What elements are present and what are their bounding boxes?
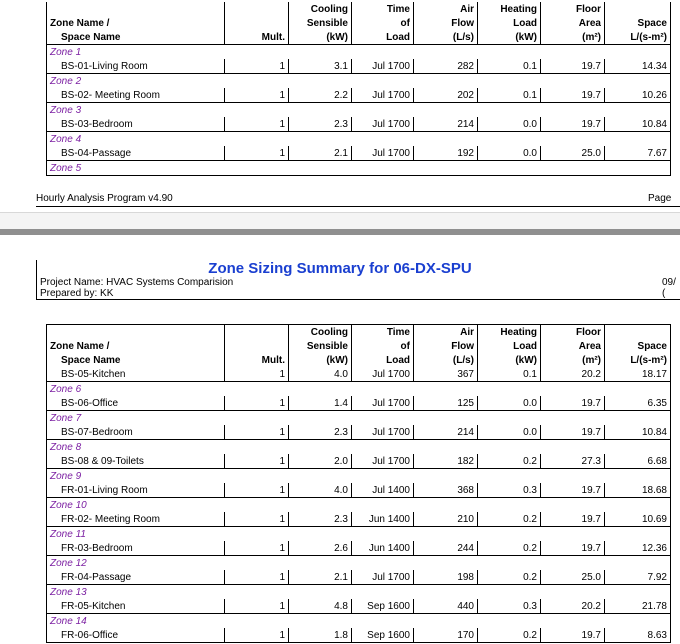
- cell-heating: 0.2: [478, 512, 541, 527]
- header2-time-1: Time: [352, 325, 414, 340]
- report-page-1: [0, 0, 680, 212]
- zone-header-row: [47, 74, 671, 89]
- cell-ratio: 21.78: [605, 599, 671, 614]
- cell-mult: 1: [225, 454, 289, 469]
- header-airflow-3: (L/s): [414, 30, 478, 45]
- cell-cooling: 1.4: [289, 396, 352, 411]
- cell-floor: 19.7: [541, 59, 605, 74]
- space-row: [47, 628, 671, 643]
- cell-floor: 19.7: [541, 117, 605, 132]
- cell-heating: 0.0: [478, 117, 541, 132]
- cell-heating: 0.2: [478, 628, 541, 643]
- cell-space: BS-07-Bedroom: [47, 425, 225, 440]
- space-row: [47, 512, 671, 527]
- space-row: [47, 541, 671, 556]
- cell-heating: 0.3: [478, 483, 541, 498]
- cell-time: Jul 1700: [352, 146, 414, 161]
- header2-heating-1: Heating: [478, 325, 541, 340]
- cell-space: FR-05-Kitchen: [47, 599, 225, 614]
- cell-mult: 1: [225, 59, 289, 74]
- header-time-1: Time: [352, 2, 414, 16]
- cell-airflow: 192: [414, 146, 478, 161]
- footer-page-label: Page: [648, 193, 672, 204]
- cell-space: BS-06-Office: [47, 396, 225, 411]
- cell-heating: 0.3: [478, 599, 541, 614]
- zone-name: Zone 7: [47, 411, 225, 426]
- cell-mult: 1: [225, 146, 289, 161]
- zone-name: Zone 3: [47, 103, 225, 118]
- cell-airflow: 202: [414, 88, 478, 103]
- cell-space: FR-04-Passage: [47, 570, 225, 585]
- header-rule: [36, 299, 680, 300]
- header2-airflow-2: Flow: [414, 339, 478, 353]
- cell-time: Jul 1700: [352, 396, 414, 411]
- cell-space: FR-02- Meeting Room: [47, 512, 225, 527]
- zone-header-row: [47, 132, 671, 147]
- cell-airflow: 244: [414, 541, 478, 556]
- cell-heating: 0.2: [478, 541, 541, 556]
- report-title: Zone Sizing Summary for 06-DX-SPU: [208, 260, 472, 277]
- cell-cooling: 2.0: [289, 454, 352, 469]
- header-name-col: [47, 2, 225, 16]
- header2-mult: Mult.: [225, 353, 289, 367]
- cell-cooling: 4.8: [289, 599, 352, 614]
- cell-mult: 1: [225, 396, 289, 411]
- cell-floor: 19.7: [541, 425, 605, 440]
- cell-time: Jul 1400: [352, 483, 414, 498]
- cell-airflow: 182: [414, 454, 478, 469]
- cell-heating: 0.0: [478, 396, 541, 411]
- header2-cooling-1: Cooling: [289, 325, 352, 340]
- header-time-2: of: [352, 16, 414, 30]
- header-mult: Mult.: [225, 30, 289, 45]
- header-airflow-1: Air: [414, 2, 478, 16]
- zone-header-row: [47, 161, 671, 176]
- cell-ratio: 8.63: [605, 628, 671, 643]
- zone-header-row: [47, 527, 671, 542]
- cell-ratio: 10.84: [605, 425, 671, 440]
- header2-cooling-2: Sensible: [289, 339, 352, 353]
- cell-airflow: 367: [414, 367, 478, 382]
- cell-time: Sep 1600: [352, 599, 414, 614]
- cell-ratio: 6.68: [605, 454, 671, 469]
- cell-cooling: 3.1: [289, 59, 352, 74]
- cell-airflow: 214: [414, 425, 478, 440]
- zone-name: Zone 9: [47, 469, 225, 484]
- header-cooling-3: (kW): [289, 30, 352, 45]
- zone-header-row: [47, 585, 671, 600]
- header-space-empty: [605, 2, 671, 16]
- cell-mult: 1: [225, 367, 289, 382]
- zone-name: Zone 5: [47, 161, 225, 176]
- cell-mult: 1: [225, 88, 289, 103]
- space-row: [47, 454, 671, 469]
- cell-floor: 20.2: [541, 367, 605, 382]
- cell-heating: 0.1: [478, 88, 541, 103]
- cell-airflow: 170: [414, 628, 478, 643]
- header2-space-2: L/(s-m²): [605, 353, 671, 367]
- header2-time-2: of: [352, 339, 414, 353]
- zone-sizing-table-page-1: [46, 2, 671, 176]
- cell-ratio: 18.68: [605, 483, 671, 498]
- space-row: [47, 483, 671, 498]
- space-row: [47, 88, 671, 103]
- cell-time: Jul 1700: [352, 88, 414, 103]
- cell-heating: 0.2: [478, 570, 541, 585]
- header2-time-3: Load: [352, 353, 414, 367]
- zone-name: Zone 1: [47, 45, 225, 60]
- header2-floor-2: Area: [541, 339, 605, 353]
- header2-cooling-3: (kW): [289, 353, 352, 367]
- cell-space: BS-04-Passage: [47, 146, 225, 161]
- cell-time: Jul 1700: [352, 425, 414, 440]
- header-time-3: Load: [352, 30, 414, 45]
- cell-cooling: 4.0: [289, 483, 352, 498]
- cell-ratio: 7.92: [605, 570, 671, 585]
- cell-mult: 1: [225, 541, 289, 556]
- header-cooling-2: Sensible: [289, 16, 352, 30]
- header-cooling-1: Cooling: [289, 2, 352, 16]
- cell-floor: 19.7: [541, 483, 605, 498]
- footer-program-name: Hourly Analysis Program v4.90: [36, 193, 173, 204]
- cell-cooling: 2.6: [289, 541, 352, 556]
- header-floor-3: (m²): [541, 30, 605, 45]
- header-heating-3: (kW): [478, 30, 541, 45]
- zone-name: Zone 14: [47, 614, 225, 629]
- cell-floor: 19.7: [541, 396, 605, 411]
- cell-mult: 1: [225, 483, 289, 498]
- zone-header-row: [47, 440, 671, 455]
- header-heating-2: Load: [478, 16, 541, 30]
- header2-airflow-3: (L/s): [414, 353, 478, 367]
- cell-time: Jul 1700: [352, 117, 414, 132]
- header-space-2: L/(s-m²): [605, 30, 671, 45]
- report-date-line-1: 09/: [662, 277, 676, 288]
- header-floor-1: Floor: [541, 2, 605, 16]
- zone-header-row: [47, 498, 671, 513]
- header2-airflow-1: Air: [414, 325, 478, 340]
- cell-space: BS-05-Kitchen: [47, 367, 225, 382]
- cell-space: BS-02- Meeting Room: [47, 88, 225, 103]
- footer-rule: [36, 206, 680, 207]
- zone-header-row: [47, 614, 671, 629]
- cell-airflow: 210: [414, 512, 478, 527]
- cell-time: Jul 1700: [352, 367, 414, 382]
- zone-header-row: [47, 45, 671, 60]
- space-row: [47, 59, 671, 74]
- report-date-line-2: (: [662, 288, 666, 299]
- zone-sizing-table-page-2: [46, 324, 671, 643]
- header-airflow-2: Flow: [414, 16, 478, 30]
- cell-floor: 25.0: [541, 570, 605, 585]
- cell-airflow: 198: [414, 570, 478, 585]
- cell-space: FR-03-Bedroom: [47, 541, 225, 556]
- zone-header-row: [47, 469, 671, 484]
- cell-ratio: 18.17: [605, 367, 671, 382]
- cell-airflow: 440: [414, 599, 478, 614]
- cell-mult: 1: [225, 599, 289, 614]
- cell-mult: 1: [225, 425, 289, 440]
- header-name-2: Space Name: [47, 30, 225, 45]
- cell-mult: 1: [225, 570, 289, 585]
- project-name: Project Name: HVAC Systems Comparision: [40, 277, 234, 288]
- cell-time: Jul 1700: [352, 454, 414, 469]
- cell-cooling: 4.0: [289, 367, 352, 382]
- space-row: [47, 146, 671, 161]
- header2-floor-3: (m²): [541, 353, 605, 367]
- header-name-1: Zone Name /: [47, 16, 225, 30]
- header-heating-1: Heating: [478, 2, 541, 16]
- space-row: [47, 117, 671, 132]
- zone-name: Zone 8: [47, 440, 225, 455]
- cell-heating: 0.1: [478, 367, 541, 382]
- zone-header-row: [47, 556, 671, 571]
- cell-time: Jul 1700: [352, 570, 414, 585]
- zone-header-row: [47, 382, 671, 397]
- cell-space: BS-03-Bedroom: [47, 117, 225, 132]
- header2-floor-1: Floor: [541, 325, 605, 340]
- cell-cooling: 2.2: [289, 88, 352, 103]
- zone-name: Zone 12: [47, 556, 225, 571]
- cell-mult: 1: [225, 628, 289, 643]
- cell-cooling: 2.1: [289, 570, 352, 585]
- cell-floor: 19.7: [541, 541, 605, 556]
- cell-cooling: 2.3: [289, 117, 352, 132]
- cell-mult: 1: [225, 117, 289, 132]
- cell-heating: 0.0: [478, 146, 541, 161]
- header-mult-col: [225, 2, 289, 16]
- cell-floor: 19.7: [541, 628, 605, 643]
- header-space-1: Space: [605, 16, 671, 30]
- cell-space: FR-01-Living Room: [47, 483, 225, 498]
- cell-space: FR-06-Office: [47, 628, 225, 643]
- cell-space: BS-08 & 09-Toilets: [47, 454, 225, 469]
- cell-airflow: 214: [414, 117, 478, 132]
- cell-time: Jun 1400: [352, 541, 414, 556]
- space-row: [47, 396, 671, 411]
- zone-name: Zone 6: [47, 382, 225, 397]
- cell-cooling: 2.1: [289, 146, 352, 161]
- header2-heating-2: Load: [478, 339, 541, 353]
- zone-name: Zone 2: [47, 74, 225, 89]
- cell-ratio: 10.69: [605, 512, 671, 527]
- cell-time: Jul 1700: [352, 59, 414, 74]
- cell-mult: 1: [225, 512, 289, 527]
- cell-airflow: 282: [414, 59, 478, 74]
- header2-name-2: Space Name: [47, 353, 225, 367]
- cell-ratio: 6.35: [605, 396, 671, 411]
- zone-name: Zone 11: [47, 527, 225, 542]
- cell-heating: 0.1: [478, 59, 541, 74]
- cell-airflow: 368: [414, 483, 478, 498]
- cell-space: BS-01-Living Room: [47, 59, 225, 74]
- cell-heating: 0.0: [478, 425, 541, 440]
- zone-header-row: [47, 103, 671, 118]
- space-row: [47, 570, 671, 585]
- space-row: [47, 599, 671, 614]
- cell-ratio: 7.67: [605, 146, 671, 161]
- cell-floor: 25.0: [541, 146, 605, 161]
- cell-cooling: 2.3: [289, 425, 352, 440]
- header-floor-2: Area: [541, 16, 605, 30]
- zone-header-row: [47, 411, 671, 426]
- report-date: [662, 277, 676, 299]
- cell-ratio: 12.36: [605, 541, 671, 556]
- prepared-by: Prepared by: KK: [40, 288, 114, 299]
- cell-time: Sep 1600: [352, 628, 414, 643]
- cell-heating: 0.2: [478, 454, 541, 469]
- zone-name: Zone 10: [47, 498, 225, 513]
- header2-heating-3: (kW): [478, 353, 541, 367]
- zone-name: Zone 13: [47, 585, 225, 600]
- zone-name: Zone 4: [47, 132, 225, 147]
- cell-ratio: 14.34: [605, 59, 671, 74]
- project-info: [40, 277, 233, 299]
- report-page-2: [0, 235, 680, 644]
- cell-airflow: 125: [414, 396, 478, 411]
- cell-ratio: 10.26: [605, 88, 671, 103]
- cell-floor: 19.7: [541, 512, 605, 527]
- cell-floor: 20.2: [541, 599, 605, 614]
- cell-floor: 19.7: [541, 88, 605, 103]
- space-row: [47, 367, 671, 382]
- cell-ratio: 10.84: [605, 117, 671, 132]
- cell-cooling: 1.8: [289, 628, 352, 643]
- header2-name-1: Zone Name /: [47, 339, 225, 353]
- cell-cooling: 2.3: [289, 512, 352, 527]
- header2-space-1: Space: [605, 339, 671, 353]
- cell-time: Jun 1400: [352, 512, 414, 527]
- cell-floor: 27.3: [541, 454, 605, 469]
- space-row: [47, 425, 671, 440]
